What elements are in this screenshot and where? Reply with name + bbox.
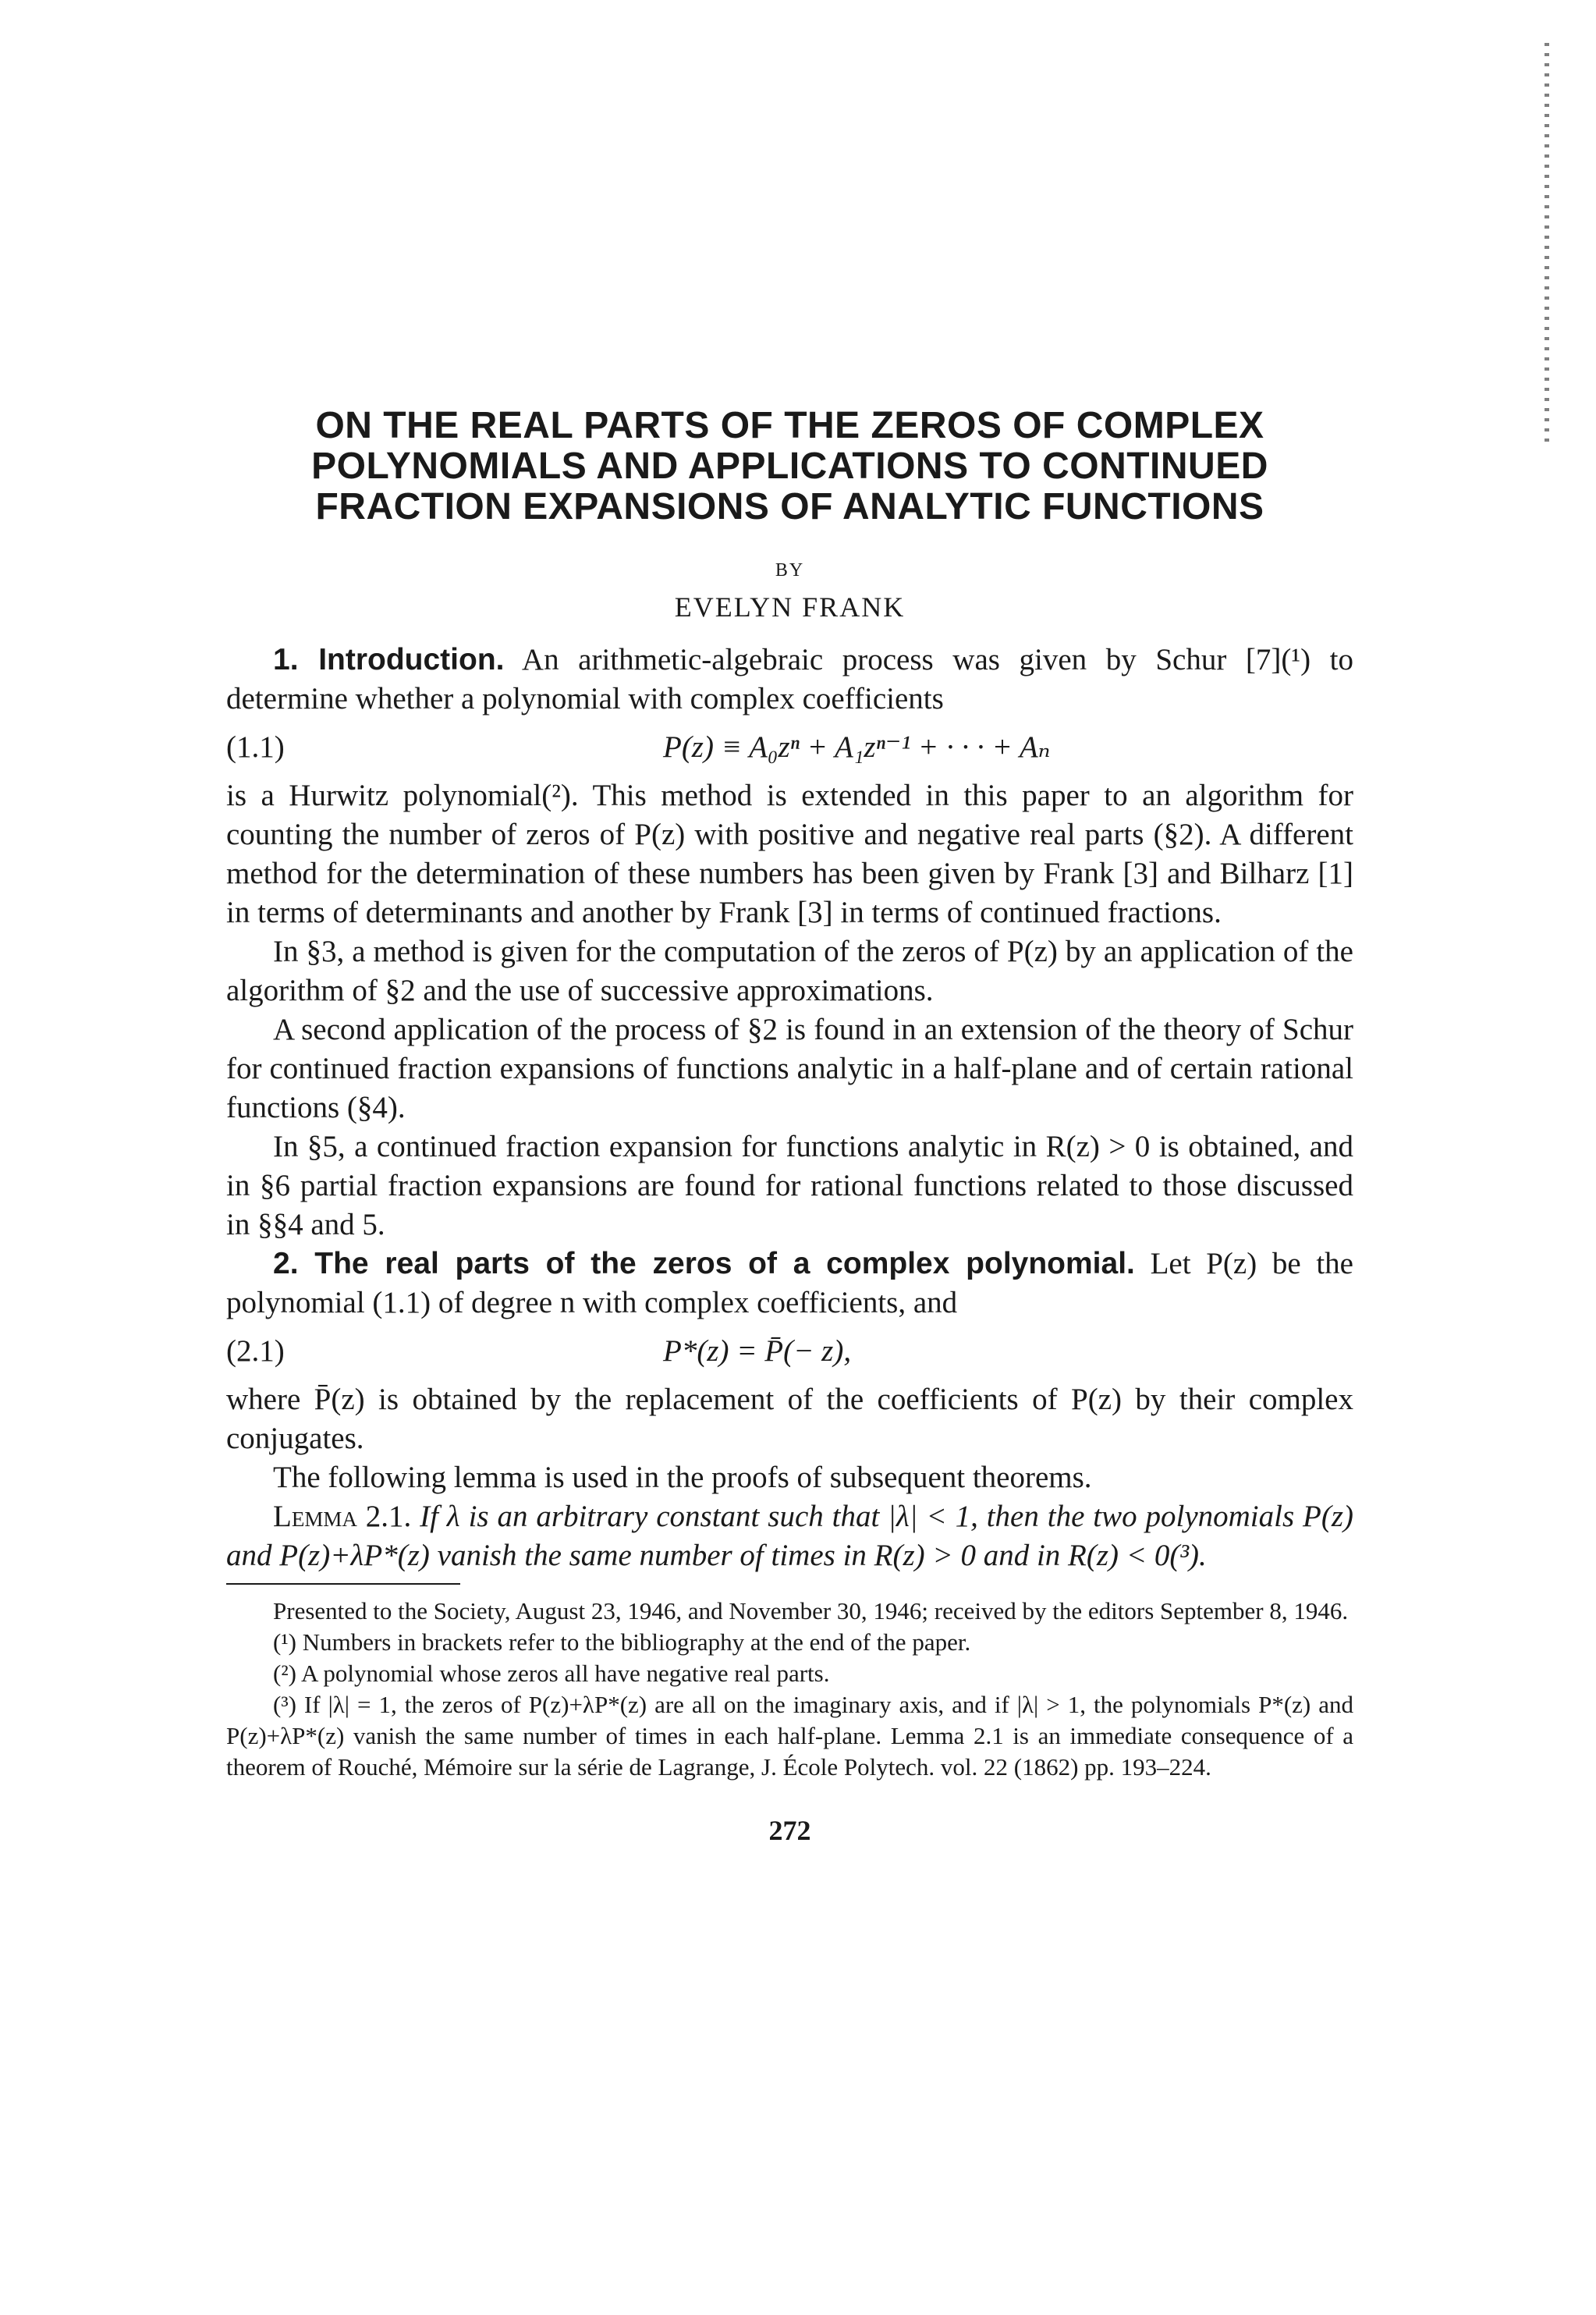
paragraph-section-4: A second application of the process of §2 is found in an extension of the theory of Schur for continued fraction expansions of functions analytic in a half-plane and of certain rational functions (§4). xyxy=(226,1013,1353,1124)
paper-title xyxy=(226,406,1353,527)
footnote-3: (³) If |λ| = 1, the zeros of P(z)+λP*(z) are all on the imaginary axis, and if |λ| > 1, the polynomials P*(z) and P(z)+λP*(z) vanish the same number of times in each half-plane. Lemma 2.1 is an immediate consequence of a theorem of Rouché, Mémoire sur la série de Lagrange, J. École Polytech. vol. 22 (1862) pp. 193–224. xyxy=(226,1691,1353,1781)
footnotes xyxy=(226,1596,1353,1783)
section-2-heading: 2. The real parts of the zeros of a complex polynomial. xyxy=(273,1247,1135,1280)
intro-text: An arithmetic-algebraic process was given by Schur [7](¹) to determine whether a polynomial with complex coefficients xyxy=(226,643,1353,715)
equation-1-1 xyxy=(226,723,1353,772)
section-2-text: Let P(z) be the polynomial (1.1) of degree n with complex coefficients, and xyxy=(226,1247,1353,1319)
author-name: EVELYN FRANK xyxy=(674,591,906,623)
page-number: 272 xyxy=(768,1815,811,1846)
footnote-divider xyxy=(226,1583,460,1585)
section-2-paragraph xyxy=(226,1244,1353,1323)
paragraph-lemma-intro: The following lemma is used in the proofs of subsequent theorems. xyxy=(273,1461,1092,1494)
byline-label: BY xyxy=(775,560,805,581)
equation-number: (2.1) xyxy=(226,1334,285,1368)
scan-edge-artifact xyxy=(1545,43,1549,449)
paper-body xyxy=(226,641,1353,1575)
footnote-2: (²) A polynomial whose zeros all have negative real parts. xyxy=(273,1660,830,1687)
paragraph-section-5: In §5, a continued fraction expansion for functions analytic in R(z) > 0 is obtained, and in §6 partial fraction expansions are found for rational functions related to those discussed in §§4 and 5. xyxy=(226,1130,1353,1241)
intro-paragraph xyxy=(226,641,1353,719)
paper-page xyxy=(226,406,1353,1847)
equation-2-1 xyxy=(226,1327,1353,1376)
footnote-presented: Presented to the Society, August 23, 1946, and November 30, 1946; received by the editors September 8, 1946. xyxy=(273,1597,1349,1624)
equation-expression: P(z) ≡ A₀zⁿ + A₁zⁿ⁻¹ + · · · + Aₙ xyxy=(663,730,1051,764)
title-line-2: POLYNOMIALS AND APPLICATIONS TO CONTINUED xyxy=(311,446,1268,487)
equation-expression: P*(z) = P̄(− z), xyxy=(663,1334,852,1368)
paragraph-conjugates: where P̄(z) is obtained by the replacement of the coefficients of P(z) by their complex conjugates. xyxy=(226,1383,1353,1455)
title-line-1: ON THE REAL PARTS OF THE ZEROS OF COMPLEX xyxy=(315,405,1264,446)
paragraph-section-3: In §3, a method is given for the computation of the zeros of P(z) by an application of the algorithm of §2 and the use of successive approximations. xyxy=(226,935,1353,1007)
lemma-statement: If λ is an arbitrary constant such that |λ| < 1, then the two polynomials P(z) and P(z)+λP*(z) vanish the same number of times in R(z) > 0 and in R(z) < 0(³). xyxy=(226,1500,1354,1572)
paragraph-hurwitz: is a Hurwitz polynomial(²). This method is extended in this paper to an algorithm for counting the number of zeros of P(z) with positive and negative real parts (§2). A different method for the determination of these numbers has been given by Frank [3] and Bilharz [1] in terms of determinants and another by Frank [3] in terms of continued fractions. xyxy=(226,779,1353,929)
lemma-2-1 xyxy=(226,1497,1353,1575)
footnote-1: (¹) Numbers in brackets refer to the bibliography at the end of the paper. xyxy=(273,1628,971,1656)
lemma-label: Lemma 2.1. xyxy=(273,1500,412,1533)
title-line-3: FRACTION EXPANSIONS OF ANALYTIC FUNCTIONS xyxy=(315,486,1264,527)
section-1-heading: 1. Introduction. xyxy=(273,643,505,676)
equation-number: (1.1) xyxy=(226,730,285,764)
